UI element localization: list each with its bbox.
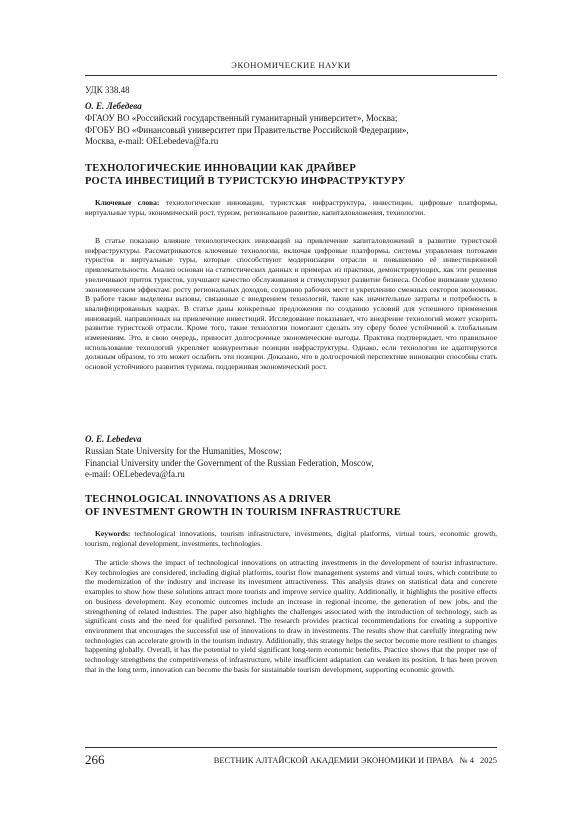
affiliation-en xyxy=(85,446,497,481)
keywords-text: technological innovations, tourism infrastructure, investments, digital platforms, virtual tours, economic growth, tourism, regional development, investments, technologies. xyxy=(85,529,497,548)
title-line: РОСТА ИНВЕСТИЦИЙ В ТУРИСТСКУЮ ИНФРАСТРУКТУРУ xyxy=(85,175,406,187)
header-rule xyxy=(85,75,497,76)
journal-name xyxy=(208,755,497,765)
keywords-label: Ключевые слова: xyxy=(95,198,160,207)
article-title-ru xyxy=(85,163,497,188)
affiliation-line: ФГАОУ ВО «Российский государственный гуманитарный университет», Москва; xyxy=(85,113,398,123)
title-line: ТЕХНОЛОГИЧЕСКИЕ ИННОВАЦИИ КАК ДРАЙВЕР xyxy=(85,163,356,174)
affiliation-line: Financial University under the Government of the Russian Federation, Moscow, xyxy=(85,457,374,468)
keywords-text: технологические инновации, туристская инфраструктура, инвестиции, цифровые платформы, виртуальные туры, экономический рост, туризм, региональное развитие, капиталовложения, технологии. xyxy=(85,198,497,217)
affiliation-line: Москва, e-mail: OELebedeva@fa.ru xyxy=(85,136,219,146)
running-head: ЭКОНОМИЧЕСКИЕ НАУКИ xyxy=(231,60,351,70)
affiliation-line: e-mail: OELebedeva@fa.ru xyxy=(85,469,185,479)
title-line: TECHNOLOGICAL INNOVATIONS AS A DRIVER xyxy=(85,494,332,505)
keywords-ru xyxy=(85,198,497,217)
affiliation-ru xyxy=(85,113,497,148)
author-ru: О. Е. Лебедева xyxy=(85,101,142,111)
abstract-en: The article shows the impact of technological innovations on attracting investments in the development of tourist infrastructure. Key technologies are considered, including digital platforms, tourist flow management systems and virtual tours, which contribute to the modernization of the industry and increase its investment attractiveness. This analysis draws on statistical data and concrete examples to show how these solutions attract more tourists and improve service quality. Additionally, it highlights the positive effects on business development. Key economic outcomes include an increase in regional income, the generation of new jobs, and the strengthening of related industries. The paper also highlights the challenges associated with the introduction of technology, such as significant costs and the need for qualified personnel. The research provides practical recommendations for creating a supportive environment that encourages the successful use of innovations to draw in investments. The results show that carefully integrating new technologies can accelerate growth in the tourism industry. Additionally, this strategy helps the sector become more resilient to changes happening globally. Overall, it has the potential to yield significant long-term economic benefits. Practice shows that the proper use of technology strengthens the competitiveness of infrastructure, while insufficient adaptation can weaken its position. It has been proven that in the long term, innovation can become the basis for sustainable tourism development, supporting economic growth. xyxy=(85,558,497,674)
keywords-label: Keywords: xyxy=(95,529,131,538)
affiliation-line: Russian State University for the Humanities, Moscow; xyxy=(85,446,282,456)
abstract-ru: В статье показано влияние технологических инноваций на привлечение капиталовложений в развитие туристской инфраструктуры. Рассматриваются ключевые технологии, включая цифровые платформы, системы управления потоками туристов и виртуальные туры, которые способствуют модернизации отрасли и повышению её инвестиционной привлекательности. Анализ основан на статистических данных и примерах из практики, демонстрирующих, как эти решения увеличивают приток туристов, улучшают качество обслуживания и стимулируют развитие бизнеса. Особое внимание уделено экономическим эффектам: росту региональных доходов, созданию рабочих мест и укреплению смежных секторов экономики. В работе также выделены вызовы, связанные с внедрением технологий, такие как значительные затраты и потребность в квалифицированных кадрах. В статье даны конкретные предложения по созданию условий для успешного применения инноваций, направленных на привлечение инвестиций. Исследование показывает, что внедрение технологий может ускорить развитие туристской отрасли. Кроме того, такие технологии помогают сделать эту сферу более устойчивой к глобальным изменениям. Это, в свою очередь, приносит долгосрочные экономические выгоды. Практика подтверждает, что правильное использование технологий укрепляет конкурентные позиции инфраструктуры. Однако, если технологии не адаптируются должным образом, то это может ослабить эти позиции. Доказано, что в долгосрочной перспективе инновации способны стать основой устойчивого развития туризма, поддерживая экономический рост. xyxy=(85,236,497,372)
title-line: OF INVESTMENT GROWTH IN TOURISM INFRASTRUCTURE xyxy=(85,506,401,518)
keywords-en xyxy=(85,529,497,548)
udk-code: УДК 338.48 xyxy=(85,85,130,95)
journal-issue: № 4 xyxy=(459,755,474,765)
page-number: 266 xyxy=(85,752,105,767)
journal-title: ВЕСТНИК АЛТАЙСКОЙ АКАДЕМИИ ЭКОНОМИКИ И ПРАВА xyxy=(213,755,454,765)
author-en: O. E. Lebedeva xyxy=(85,434,142,444)
article-title-en xyxy=(85,494,497,519)
affiliation-line: ФГОБУ ВО «Финансовый университет при Правительстве Российской Федерации», xyxy=(85,124,409,135)
article-page xyxy=(85,0,497,820)
journal-year: 2025 xyxy=(480,755,497,765)
footer-rule xyxy=(85,747,497,748)
